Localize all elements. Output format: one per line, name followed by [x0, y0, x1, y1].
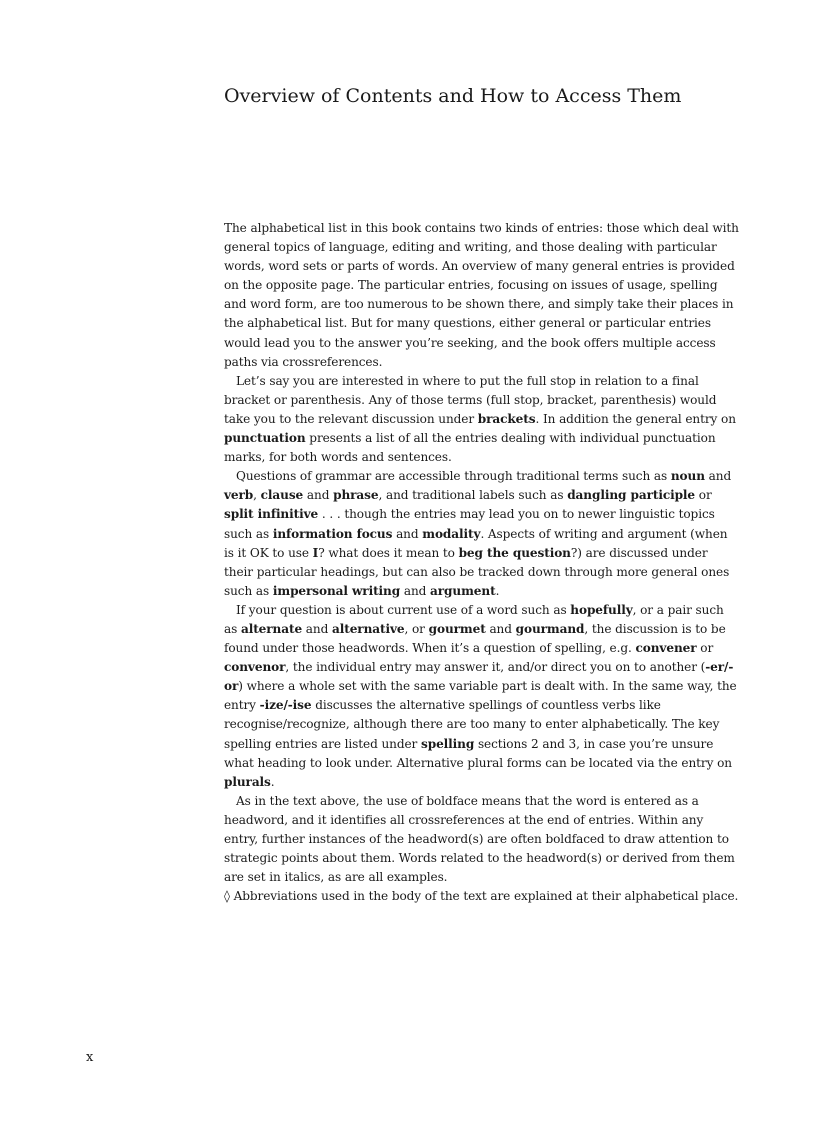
- text-segment: Let’s say you are interested in where to put the full stop in relation to a final bracket or parenthesis. Any of those terms (full stop, bracket, parenthesis) would take you to the relevant discussion under: [224, 373, 717, 426]
- text-segment: and: [392, 526, 423, 541]
- text-segment: . . . though the entries may lead you on to newer linguistic topics such as: [224, 507, 715, 541]
- headword-crossref: plurals: [224, 774, 271, 789]
- text-segment: presents a list of all the entries dealing with individual punctuation marks, for both words and sentences.: [224, 431, 716, 465]
- headword-crossref: convenor: [224, 660, 286, 675]
- text-segment: or: [695, 488, 712, 503]
- page-title: Overview of Contents and How to Access Them: [224, 85, 682, 107]
- headword-crossref: convener: [635, 641, 697, 656]
- headword-crossref: phrase: [333, 488, 379, 503]
- text-segment: . In addition the general entry on: [535, 411, 736, 426]
- text-segment: , and traditional labels such as: [378, 488, 568, 503]
- headword-crossref: brackets: [477, 411, 536, 426]
- text-segment: If your question is about current use of a word such as: [236, 602, 571, 617]
- headword-crossref: -ize/-ise: [259, 698, 312, 713]
- text-segment: ◊ Abbreviations used in the body of the text are explained at their alphabetical place.: [224, 889, 739, 904]
- text-segment: Questions of grammar are accessible through traditional terms such as: [236, 469, 671, 484]
- paragraph-intro: [224, 219, 740, 372]
- text-segment: ) where a whole set with the same variable part is dealt with. In the same way, the entry: [224, 679, 737, 713]
- headword-crossref: argument: [430, 583, 496, 598]
- paragraph-abbreviations-note: [224, 887, 740, 906]
- text-segment: and: [704, 469, 732, 484]
- headword-crossref: impersonal writing: [272, 583, 401, 598]
- headword-crossref: beg the question: [458, 545, 571, 560]
- text-segment: and: [400, 583, 431, 598]
- text-segment: The alphabetical list in this book contains two kinds of entries: those which deal with general topics of language, editing and writing, and those dealing with particular words, word sets or parts of words. An overview of many general entries is provided on the opposite page. The particular entries, focusing on issues of usage, spelling and word form, are too numerous to be shown there, and simply take their places in the alphabetical list. But for many questions, either general or particular entries would lead you to the answer you’re seeking, and the book offers multiple access paths via crossreferences.: [224, 221, 739, 369]
- text-segment: and: [485, 621, 516, 636]
- text-segment: discusses the alternative spellings of countless verbs like recognise/recognize, although there are too many to enter alphabetically. The key spelling entries are listed under: [224, 698, 720, 751]
- text-segment: , or: [404, 621, 429, 636]
- headword-crossref: modality: [422, 526, 481, 541]
- text-segment: . Aspects of writing and argument (when is it OK to use: [224, 526, 728, 560]
- headword-crossref: split infinitive: [224, 507, 319, 522]
- headword-crossref: punctuation: [224, 431, 306, 446]
- text-segment: or: [696, 641, 714, 656]
- paragraph-grammar: [224, 467, 740, 601]
- headword-crossref: clause: [260, 488, 304, 503]
- text-segment: , the discussion is to be found under those headwords. When it’s a question of spelling, e.g.: [224, 621, 726, 656]
- text-segment: sections 2 and 3, in case you’re unsure what heading to look under. Alternative plural forms can be located via the entry on: [224, 736, 732, 770]
- headword-crossref: spelling: [421, 736, 475, 751]
- paragraph-words: [224, 601, 740, 792]
- text-segment: As in the text above, the use of boldface means that the word is entered as a headword, and it identifies all crossreferences at the end of entries. Within any entry, further instances of the headword(s) are often boldfaced to draw attention to strategic points about them. Words related to the headword(s) or derived from them are set in italics, as are all examples.: [224, 793, 735, 885]
- headword-crossref: noun: [670, 469, 705, 484]
- headword-crossref: -er/-or: [224, 660, 734, 694]
- text-segment: , or a pair such as: [224, 602, 724, 636]
- headword-crossref: alternative: [332, 621, 405, 636]
- page-number: x: [86, 1050, 94, 1065]
- text-segment: and: [302, 621, 332, 636]
- text-segment: .: [270, 774, 275, 789]
- paragraph-boldface: [224, 792, 740, 887]
- text-segment: and: [303, 488, 334, 503]
- paragraph-punctuation: [224, 372, 740, 467]
- headword-crossref: dangling participle: [567, 488, 696, 503]
- headword-crossref: alternate: [240, 621, 303, 636]
- headword-crossref: hopefully: [570, 602, 633, 617]
- text-segment: ?) are discussed under their particular headings, but can also be tracked down through more general ones such as: [224, 545, 730, 598]
- headword-crossref: gourmet: [428, 621, 486, 636]
- headword-crossref: information focus: [272, 526, 393, 541]
- headword-crossref: gourmand: [515, 621, 585, 636]
- text-segment: .: [495, 583, 500, 598]
- headword-crossref: I: [312, 545, 319, 560]
- text-segment: ,: [253, 488, 261, 503]
- text-segment: , the individual entry may answer it, and/or direct you on to another (: [285, 660, 706, 675]
- text-segment: ? what does it mean to: [318, 545, 459, 560]
- body-text: [224, 219, 740, 906]
- headword-crossref: verb: [224, 488, 254, 503]
